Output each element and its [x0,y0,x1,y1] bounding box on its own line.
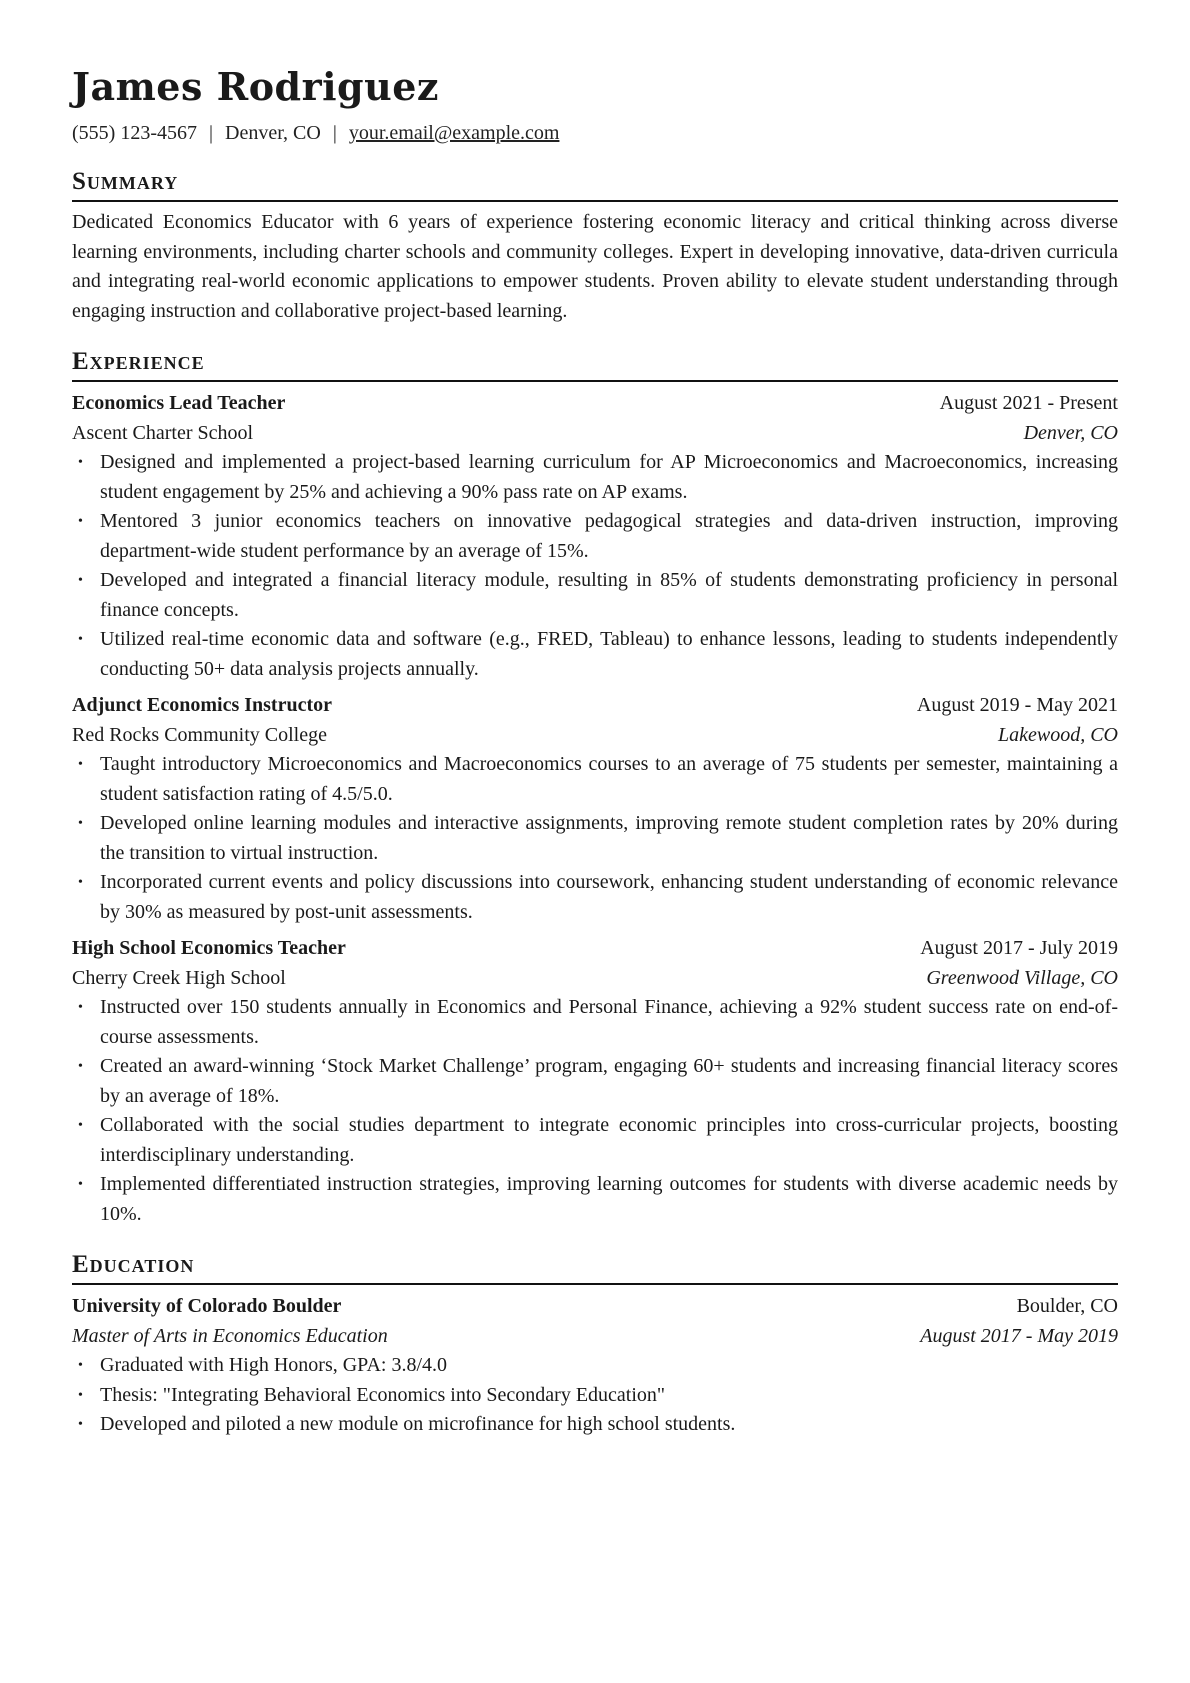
job-dates: August 2019 - May 2021 [916,694,1118,716]
contact-separator: | [208,122,213,144]
contact-phone: (555) 123-4567 [72,122,197,144]
summary-text: Dedicated Economics Educator with 6 years of experience fostering economic literacy and critical thinking across diverse learning environments, including charter schools and community colleges. Expert in developing innovative, data-driven curricula and integrating real-world economic applications to empower students. Proven ability to elevate student understanding through engaging instruction and collaborative project-based learning. [72,211,1118,322]
bullet-text: Utilized real-time economic data and software (e.g., FRED, Tableau) to enhance lessons, leading to students independently conducting 50+ data analysis projects annually. [100,628,1118,680]
contact-email-link[interactable]: your.email@example.com [348,122,560,144]
job-bullets [72,750,1118,927]
bullet-item [78,993,1118,1052]
education-bullets [72,1351,1118,1440]
bullet-text: Developed and piloted a new module on microfinance for high school students. [100,1413,736,1435]
bullet-text: Thesis: "Integrating Behavioral Economics into Secondary Education" [100,1383,666,1406]
entry-header-row [72,389,1118,419]
bullet-icon: • [78,1417,83,1432]
entry-sub-row [72,964,1118,994]
bullet-item [78,868,1118,927]
school-location: Boulder, CO [1016,1295,1118,1317]
bullet-item [78,750,1118,809]
bullet-text: Developed online learning modules and interactive assignments, improving remote student completion rates by 20% during the transition to virtual instruction. [100,812,1118,864]
candidate-name: James Rodriguez [72,64,440,109]
bullet-icon: • [78,632,83,647]
bullet-icon: • [78,1000,83,1015]
school-name: University of Colorado Boulder [72,1295,342,1317]
bullet-icon: • [78,455,83,470]
bullet-icon: • [78,1118,83,1133]
bullet-text: Developed and integrated a financial literacy module, resulting in 85% of students demonstrating proficiency in personal finance concepts. [100,569,1118,621]
bullet-item [78,1170,1118,1229]
experience-entry [72,389,1118,684]
job-bullets [72,993,1118,1229]
job-title: Adjunct Economics Instructor [72,694,332,716]
entry-sub-row [72,721,1118,751]
bullet-item [78,1410,1118,1440]
education-entry [72,1292,1118,1440]
job-organization: Cherry Creek High School [72,966,286,989]
bullet-item [78,1111,1118,1170]
job-title: High School Economics Teacher [72,937,346,959]
bullet-text: Designed and implemented a project-based learning curriculum for AP Microeconomics and Macroeconomics, increasing student engagement by 25% and achieving a 90% pass rate on AP exams. [100,451,1118,503]
bullet-item [78,1381,1118,1411]
entry-header-row [72,934,1118,964]
bullet-icon: • [78,1059,83,1074]
degree: Master of Arts in Economics Education [72,1324,388,1347]
bullet-text: Collaborated with the social studies department to integrate economic principles into cross-curricular projects, boosting interdisciplinary understanding. [100,1114,1118,1166]
bullet-text: Incorporated current events and policy discussions into coursework, enhancing student understanding of economic relevance by 30% as measured by post-unit assessments. [100,871,1118,923]
job-title: Economics Lead Teacher [72,392,286,414]
job-location: Lakewood, CO [998,723,1118,746]
entry-header-row [72,691,1118,721]
bullet-icon: • [78,1358,83,1373]
entry-sub-row [72,1322,1118,1352]
bullet-text: Instructed over 150 students annually in Economics and Personal Finance, achieving a 92% student success rate on end-of-course assessments. [100,996,1118,1048]
contact-line [72,120,1118,146]
bullet-item [78,625,1118,684]
entry-header-row [72,1292,1118,1322]
job-bullets [72,448,1118,684]
bullet-item [78,566,1118,625]
bullet-text: Taught introductory Microeconomics and Macroeconomics courses to an average of 75 students per semester, maintaining a student satisfaction rating of 4.5/5.0. [100,753,1118,805]
bullet-item [78,1052,1118,1111]
bullet-text: Graduated with High Honors, GPA: 3.8/4.0 [100,1354,448,1376]
bullet-text: Created an award-winning ‘Stock Market Challenge’ program, engaging 60+ students and increasing financial literacy scores by an average of 18%. [100,1055,1118,1107]
bullet-icon: • [78,573,83,588]
bullet-icon: • [78,757,83,772]
contact-location: Denver, CO [225,122,321,144]
bullet-icon: • [78,1387,83,1403]
education-dates: August 2017 - May 2019 [920,1324,1118,1347]
bullet-text: Implemented differentiated instruction strategies, improving learning outcomes for students with diverse academic needs by 10%. [100,1173,1118,1225]
section-heading-education: Education [72,1249,1118,1285]
bullet-text: Mentored 3 junior economics teachers on innovative pedagogical strategies and data-driven instruction, improving department-wide student performance by an average of 15%. [100,510,1118,562]
bullet-item [78,507,1118,566]
job-dates: August 2017 - July 2019 [920,937,1118,959]
bullet-item [78,809,1118,868]
job-location: Denver, CO [1023,421,1118,444]
contact-separator: | [332,122,337,144]
bullet-item [78,448,1118,507]
bullet-item [78,1351,1118,1381]
entry-sub-row [72,419,1118,449]
job-organization: Red Rocks Community College [72,723,327,746]
experience-entry [72,934,1118,1229]
bullet-icon: • [78,514,83,529]
bullet-icon: • [78,875,83,890]
job-dates: August 2021 - Present [939,392,1118,414]
job-organization: Ascent Charter School [72,421,254,444]
bullet-icon: • [78,1177,83,1192]
section-heading-experience: Experience [72,346,1118,382]
bullet-icon: • [78,816,83,831]
section-heading-summary: Summary [72,166,1118,202]
job-location: Greenwood Village, CO [926,966,1118,989]
experience-entry [72,691,1118,927]
